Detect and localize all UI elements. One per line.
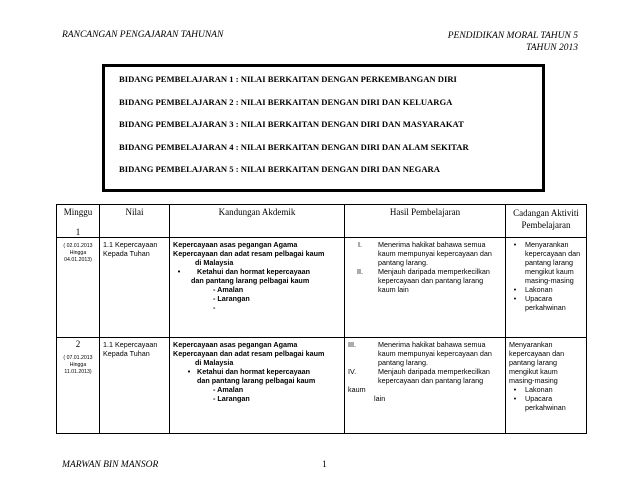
hasil-item — [348, 240, 502, 267]
kandungan-sub: - Amalan — [213, 385, 244, 394]
bidang-line: BIDANG PEMBELAJARAN 5 : NILAI BERKAITAN DENGAN DIRI DAN NEGARA — [119, 164, 440, 174]
bidang-line: BIDANG PEMBELAJARAN 4 : NILAI BERKAITAN DENGAN DIRI DAN ALAM SEKITAR — [119, 141, 469, 152]
kandungan-sub: - Amalan — [213, 285, 244, 294]
hasil-num: III. — [348, 340, 356, 349]
week-number: 2 — [75, 339, 81, 349]
kandungan-cell — [170, 338, 345, 434]
footer-author: MARWAN BIN MANSOR — [62, 460, 159, 470]
hasil-item — [348, 340, 502, 367]
table-header-row — [57, 205, 587, 238]
minggu-cell — [57, 338, 100, 434]
table-row — [57, 338, 587, 434]
aktiviti-cell — [506, 238, 587, 338]
bullet-icon: • — [513, 240, 517, 249]
page-number: 1 — [322, 460, 327, 470]
header-subject: PENDIDIKAN MORAL TAHUN 5 — [447, 31, 578, 41]
bullet-icon: • — [513, 385, 517, 394]
hasil-item — [348, 267, 502, 294]
hasil-item — [348, 367, 502, 385]
kandungan-line: dan pantang larang pelbagai kaum — [191, 276, 310, 285]
header-year: TAHUN 2013 — [526, 43, 578, 53]
aktiviti-item: • Upacara perkahwinan — [509, 394, 583, 412]
kandungan-line: Kepercayaan asas pegangan Agama — [173, 240, 298, 249]
kandungan-sub: - — [213, 303, 216, 312]
kandungan-cell — [170, 238, 345, 338]
hasil-num: IV. — [348, 367, 357, 376]
week-date-range: ( 02.01.2013 Hingga 04.01.2013) — [63, 243, 93, 263]
nilai-cell: 1.1 Kepercayaan Kepada Tuhan — [100, 338, 170, 434]
minggu-cell — [57, 227, 100, 338]
bullet-icon: • — [513, 394, 517, 403]
bidang-box — [102, 64, 545, 192]
aktiviti-intro: Menyarankan kepercayaan dan pantang larang mengikut kaum masing-masing — [509, 340, 565, 385]
kandungan-line: Kepercayaan dan adat resam pelbagai kaum — [173, 349, 325, 358]
kandungan-line: dan pantang larang pelbagai kaum — [197, 376, 316, 385]
header-right-title — [448, 30, 578, 54]
week-date-range: ( 07.01.2013 Hingga 11.01.2013) — [63, 355, 93, 375]
hasil-text: Menjauh daripada memperkecilkan kepercayaan dan pantang larang kaum lain — [378, 267, 490, 294]
aktiviti-item: • Lakonan — [509, 385, 583, 394]
aktiviti-cell — [506, 338, 587, 434]
kandungan-bullet: • Ketahui dan hormat kepercayaan — [173, 267, 341, 276]
header-left-title: RANCANGAN PENGAJARAN TAHUNAN — [62, 30, 224, 40]
col-header-aktiviti: Cadangan Aktiviti Pembelajaran — [506, 205, 587, 238]
col-header-hasil: Hasil Pembelajaran — [345, 205, 506, 238]
lesson-plan-table — [56, 204, 587, 434]
hasil-cell — [345, 338, 506, 434]
hasil-num: II. — [357, 267, 363, 276]
hasil-text: Menerima hakikat bahawa semua kaum mempunyai kepercayaan dan pantang larang. — [378, 240, 492, 267]
kandungan-bullet: • Ketahui dan hormat kepercayaan — [173, 367, 341, 376]
aktiviti-item: • Lakonan — [509, 285, 583, 294]
bullet-icon: • — [513, 285, 517, 294]
col-header-nilai: Nilai — [100, 205, 170, 238]
aktiviti-item: • Menyarankan kepercayaan dan pantang larang mengikut kaum masing-masing — [509, 240, 583, 285]
hasil-text: kaum — [348, 385, 366, 394]
bullet-icon: • — [177, 267, 181, 276]
bidang-line: BIDANG PEMBELAJARAN 2 : NILAI BERKAITAN DENGAN DIRI DAN KELUARGA — [119, 96, 453, 107]
col-header-minggu: Minggu — [57, 205, 100, 238]
bullet-icon: • — [187, 367, 191, 376]
week-number: 1 — [75, 227, 81, 237]
kandungan-sub: - Larangan — [213, 394, 250, 403]
kandungan-line: di Malaysia — [195, 358, 234, 367]
hasil-text: Menjauh daripada memperkecilkan kepercayaan dan pantang larang — [378, 367, 490, 385]
kandungan-sub: - Larangan — [213, 294, 250, 303]
bullet-icon: • — [513, 294, 517, 303]
hasil-num: I. — [358, 240, 362, 249]
col-header-kandungan: Kandungan Akdemik — [170, 205, 345, 238]
kandungan-line: Kepercayaan asas pegangan Agama — [173, 340, 298, 349]
hasil-text: lain — [374, 394, 386, 403]
bidang-line: BIDANG PEMBELAJARAN 3 : NILAI BERKAITAN DENGAN DIRI DAN MASYARAKAT — [119, 119, 464, 129]
kandungan-line: Kepercayaan dan adat resam pelbagai kaum — [173, 249, 325, 258]
table-row — [57, 238, 587, 338]
kandungan-line: di Malaysia — [195, 258, 234, 267]
aktiviti-item: • Upacara perkahwinan — [509, 294, 583, 312]
nilai-cell: 1.1 Kepercayaan Kepada Tuhan — [100, 238, 170, 338]
hasil-cell — [345, 238, 506, 338]
bidang-line: BIDANG PEMBELAJARAN 1 : NILAI BERKAITAN DENGAN PERKEMBANGAN DIRI — [119, 74, 457, 84]
hasil-text: Menerima hakikat bahawa semua kaum mempunyai kepercayaan dan pantang larang. — [378, 340, 492, 367]
